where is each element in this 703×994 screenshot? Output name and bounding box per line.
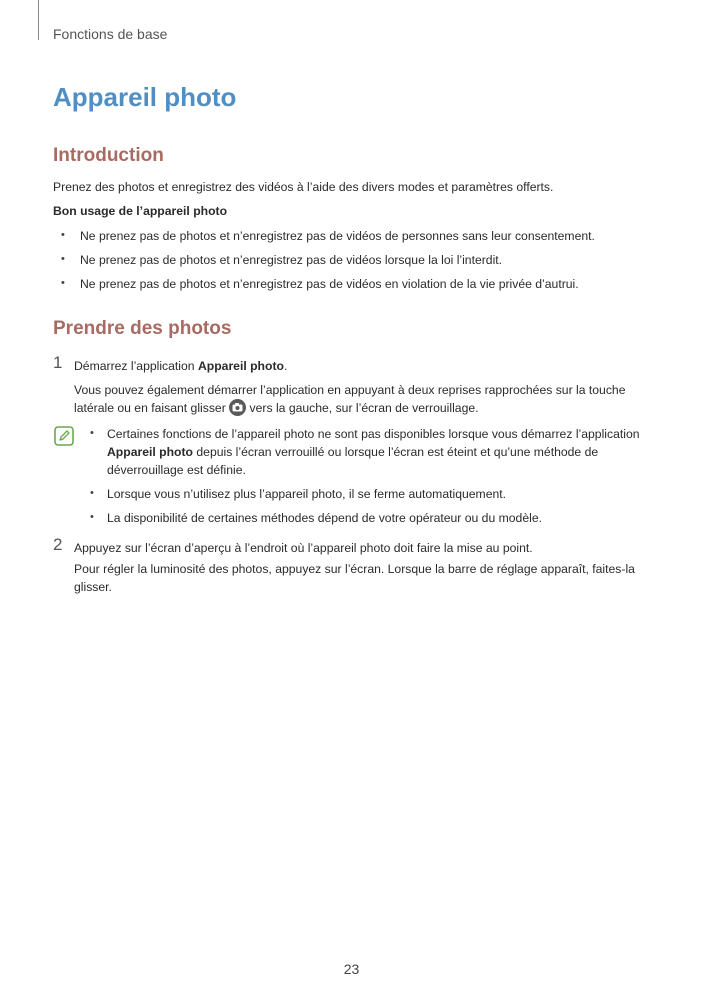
step-number: 2	[53, 535, 63, 554]
bullet-marker: •	[61, 253, 65, 265]
intro-heading: Introduction	[53, 145, 164, 166]
page-number: 23	[343, 961, 360, 977]
bullet-marker: •	[90, 427, 94, 439]
bullet-marker: •	[61, 277, 65, 289]
step1-suffix: .	[283, 359, 288, 373]
step1-prefix: Démarrez l’application	[74, 359, 198, 373]
step1-detail-line2a: latérale ou en faisant glisser	[74, 401, 230, 415]
step2-detail: Pour régler la luminosité des photos, appuyez sur l’écran. Lorsque la barre de réglage apparaît, faites-la glisser.	[74, 562, 635, 594]
usage-title: Bon usage de l’appareil photo	[53, 204, 228, 218]
note-item: La disponibilité de certaines méthodes dépend de votre opérateur ou du modèle.	[107, 511, 542, 525]
bullet-marker: •	[90, 487, 94, 499]
bullet-marker: •	[90, 511, 94, 523]
usage-bullet: Ne prenez pas de photos et n’enregistrez pas de vidéos de personnes sans leur consentement.	[80, 229, 595, 243]
note-item	[107, 425, 657, 479]
step2-text: Appuyez sur l’écran d’aperçu à l’endroit où l’appareil photo doit faire la mise au point.	[74, 541, 533, 555]
step-number: 1	[53, 353, 63, 372]
step1-text	[74, 357, 659, 375]
note-text-part: depuis l’écran verrouillé ou lorsque l’écran est éteint et qu’une méthode de déverrouillage est définie.	[107, 445, 599, 477]
camera-icon	[229, 399, 246, 416]
photos-heading: Prendre des photos	[53, 318, 232, 339]
step1-detail	[74, 381, 659, 417]
usage-bullet: Ne prenez pas de photos et n’enregistrez pas de vidéos lorsque la loi l’interdit.	[80, 253, 503, 267]
step1-app-name: Appareil photo	[197, 359, 284, 373]
step1-detail-line2b: vers la gauche, sur l’écran de verrouillage.	[246, 401, 479, 415]
header-rule	[38, 0, 39, 40]
note-app-name: Appareil photo	[107, 445, 193, 459]
section-header: Fonctions de base	[53, 26, 168, 42]
note-text-part: Certaines fonctions de l’appareil photo ne sont pas disponibles lorsque vous démarrez l’application	[107, 427, 640, 441]
usage-bullet: Ne prenez pas de photos et n’enregistrez pas de vidéos en violation de la vie privée d’autrui.	[80, 277, 579, 291]
note-pencil-icon	[54, 426, 74, 446]
page-title: Appareil photo	[53, 82, 237, 112]
intro-text: Prenez des photos et enregistrez des vidéos à l’aide des divers modes et paramètres offerts.	[53, 180, 554, 194]
step1-detail-line1: Vous pouvez également démarrer l’application en appuyant à deux reprises rapprochées sur la touche	[74, 383, 626, 397]
bullet-marker: •	[61, 229, 65, 241]
note-item: Lorsque vous n’utilisez plus l’appareil photo, il se ferme automatiquement.	[107, 487, 507, 501]
